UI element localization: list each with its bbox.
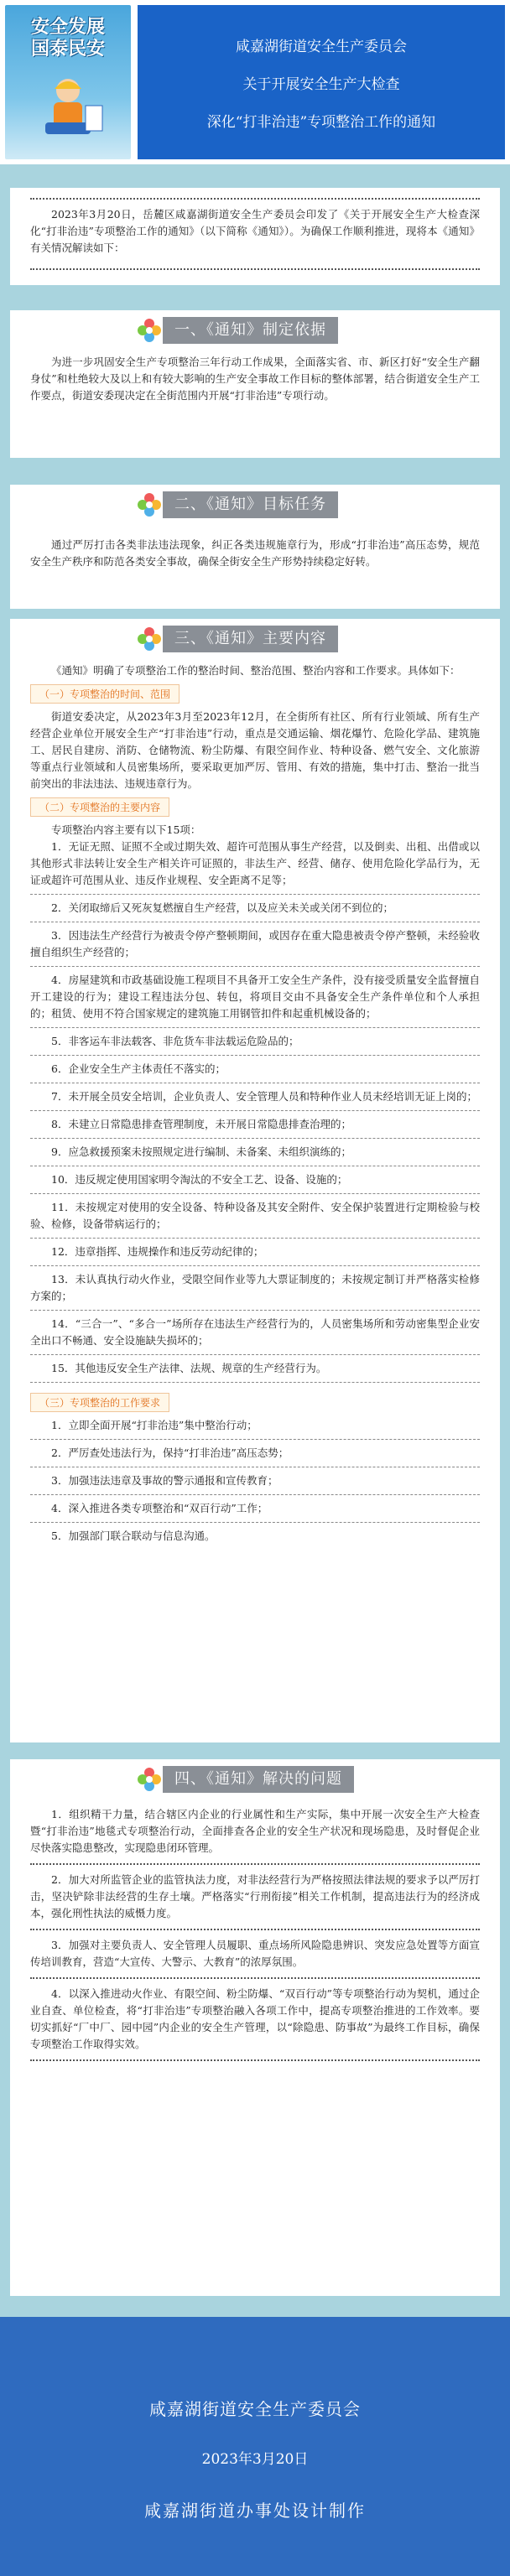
divider: [30, 1055, 480, 1056]
section4-paragraph: 2．加大对所监管企业的监管执法力度，对非法经营行为严格按照法律法规的要求予以严厉打击，坚决铲除非法经营的生存土壤。严格落实“行刑衔接”相关工作机制，提高违法行为的经济成本，强化刑性执法的威慑力度。: [30, 1873, 480, 1919]
list-item: 7．未开展全员安全培训，企业负责人、安全管理人员和特种作业人员未经培训无证上岗的；: [51, 1090, 477, 1103]
header-title-line3: 深化“打非治违”专项整治工作的通知: [206, 113, 436, 131]
divider: [30, 1494, 480, 1495]
section4-paragraph: 4．以深入推进动火作业、有限空间、粉尘防爆、“双百行动”等专项整治行动为契机，通过企业自查、单位检查，将“打非治违”专项整治融入各项工作中，提高专项整治推进的工作效率。要切实抓好“厂中厂、园中园”内企业的安全生产管理，以“除隐患、防事故”为最终工作目标，确保专项整治工作取得实效。: [30, 1987, 480, 2050]
list-item: 3．加强违法违章及事故的警示通报和宣传教育；: [51, 1474, 278, 1487]
section1-title: [136, 315, 480, 345]
divider: [30, 1310, 480, 1311]
section3-panel: [10, 619, 500, 1742]
subsection-content-intro: 专项整治内容主要有以下15项：: [51, 823, 201, 836]
banner-slogan: [5, 17, 131, 60]
list-item: 14．“三合一”、“多合一”场所存在违法生产经营行为的，人员密集场所和劳动密集型企业安全出口不畅通、安全设施缺失损坏的；: [30, 1317, 480, 1347]
header-title-line1: 咸嘉湖街道安全生产委员会: [236, 38, 407, 55]
list-item: 5．加强部门联合联动与信息沟通。: [51, 1530, 216, 1542]
list-item: 8．未建立日常隐患排查管理制度，未开展日常隐患排查治理的；: [51, 1118, 351, 1130]
section1-title-text: 一、《通知》制定依据: [163, 317, 338, 344]
list-item: 10．违反规定使用国家明令淘汰的不安全工艺、设备、设施的；: [51, 1173, 348, 1186]
section3-title: [136, 624, 480, 654]
section2-text: 通过严厉打击各类非法违法现象，纠正各类违规施章行为，形成“打非治违”高压态势，规范安全生产秩序和防范各类安全事故，确保全街安全生产形势持续稳定好转。: [30, 538, 480, 568]
divider: [30, 1193, 480, 1194]
list-item: 1．立即全面开展“打非治违”集中整治行动；: [51, 1419, 258, 1431]
subsection-content-title: （二）专项整治的主要内容: [30, 797, 169, 817]
section4-title: [136, 1764, 480, 1794]
intro-text: 2023年3月20日，岳麓区咸嘉湖街道安全生产委员会印发了《关于开展安全生产大检查深化“打非治违”专项整治工作的通知》（以下简称《通知》）。为确保工作顺利推进，现将本《通知》有关情况解读如下：: [30, 208, 480, 254]
divider: [30, 268, 480, 270]
list-item: 5．非客运车非法载客、非危货车非法载运危险品的；: [51, 1035, 299, 1047]
divider: [30, 1382, 480, 1383]
content-items-list: [10, 839, 500, 1383]
flower-icon: [136, 491, 163, 518]
divider: [30, 1863, 480, 1865]
list-item: 3．因违法生产经营行为被责令停产整顿期间，或因存在重大隐患被责令停产整顿，未经验收擅自组织生产经营的；: [30, 929, 480, 958]
subsection-requirements-title: （三）专项整治的工作要求: [30, 1393, 169, 1412]
list-item: 4．房屋建筑和市政基础设施工程项目不具备开工安全生产条件，没有接受质量安全监督擅自开工建设的行为；建设工程违法分包、转包，将项目交由不具备安全生产条件单位和个人承担的；租赁、使用不符合国家规定的建筑施工用钢管扣件和起重机械设备的；: [30, 974, 480, 1020]
divider: [30, 894, 480, 895]
intro-panel: [10, 188, 500, 285]
section4-paragraph: 1．组织精干力量，结合辖区内企业的行业属性和生产实际，集中开展一次安全生产大检查暨“打非治违”地毯式专项整治行动，全面排查各企业的安全生产状况和现场隐患，及时督促企业尽快落实隐患整改，实现隐患闭环管理。: [30, 1808, 480, 1854]
section4-paragraph: 3．加强对主要负责人、安全管理人员履职、重点场所风险隐患辨识、突发应急处置等方面宣传培训教育，营造“大宣传、大警示、大教育”的浓厚氛围。: [30, 1939, 480, 1968]
flower-icon: [136, 626, 163, 652]
divider: [30, 1110, 480, 1111]
section3-intro: 《通知》明确了专项整治工作的整治时间、整治范围、整治内容和工作要求。具体如下：: [51, 664, 461, 677]
list-item: 12．违章指挥、违规操作和违反劳动纪律的；: [51, 1245, 264, 1258]
list-item: 2．严厉查处违法行为，保持“打非治违”高压态势；: [51, 1446, 289, 1459]
footer: [0, 2317, 510, 2576]
section4-title-text: 四、《通知》解决的问题: [163, 1766, 354, 1793]
section2-title: [136, 490, 480, 520]
divider: [30, 1522, 480, 1523]
section3-title-text: 三、《通知》主要内容: [163, 626, 338, 652]
header-title-box: [138, 5, 505, 159]
divider: [30, 198, 480, 200]
list-item: 9．应急救援预案未按照规定进行编制、未备案、未组织演练的；: [51, 1145, 351, 1158]
section1-text: 为进一步巩固安全生产专项整治三年行动工作成果，全面落实省、市、新区打好“安全生产翻身仗”和杜绝较大及以上和有较大影响的生产安全事故工作目标的整体部署，结合街道安全生产工作要点，街道安委现决定在全街范围内开展“打非治违”专项行动。: [30, 356, 480, 402]
divider: [30, 1138, 480, 1139]
list-item: 2．关闭取缔后又死灰复燃擅自生产经营，以及应关未关或关闭不到位的；: [51, 901, 393, 914]
section1-panel: [10, 310, 500, 458]
list-item: 6．企业安全生产主体责任不落实的；: [51, 1062, 226, 1075]
requirements-list: [10, 1417, 500, 1545]
section4-panel: [10, 1759, 500, 2296]
divider: [30, 1238, 480, 1239]
divider: [30, 1265, 480, 1266]
header: [0, 0, 510, 164]
section2-title-text: 二、《通知》目标任务: [163, 491, 338, 518]
flower-icon: [136, 1766, 163, 1793]
divider: [30, 966, 480, 967]
divider: [30, 1439, 480, 1440]
list-item: 13．未认真执行动火作业，受限空间作业等九大票证制度的；未按规定制订并严格落实检修方案的；: [30, 1273, 480, 1302]
divider: [30, 1977, 480, 1979]
subsection-time-scope-text: 街道安委决定，从2023年3月至2023年12月，在全街所有社区、所有行业领域、所有生产经营企业单位开展安全生产“打非治违”行动，重点是交通运输、烟花爆竹、危险化学品、建筑施工、居民自建房、消防、仓储物流、粉尘防爆、有限空间作业、特种设备、燃气安全、文化旅游等重点行业领域和人员密集场所，要采取更加严厉、管用、有效的措施，集中打击、整治一批当前突出的非法违法、违规违章行为。: [30, 710, 480, 790]
safety-banner-image: [5, 5, 131, 159]
divider: [30, 1929, 480, 1930]
footer-credit: 咸嘉湖街道办事处设计制作: [144, 2501, 366, 2521]
header-title-line2: 关于开展安全生产大检查: [242, 75, 400, 93]
subsection-time-scope-title: （一）专项整治的时间、范围: [30, 684, 180, 704]
worker-illustration: [30, 72, 106, 139]
banner-slogan-line2: 国泰民安: [30, 39, 105, 60]
list-item: 11．未按规定对使用的安全设备、特种设备及其安全附件、安全保护装置进行定期检验与校验、检修，设备带病运行的；: [30, 1201, 480, 1230]
footer-date: 2023年3月20日: [201, 2451, 309, 2468]
list-item: 1．无证无照、证照不全或过期失效、超许可范围从事生产经营，以及倒卖、出租、出借或以其他形式非法转让安全生产相关许可证照的，非法生产、经营、储存、使用危险化学品行为，无证或超许可范围从业、违反作业规程、安全距离不足等；: [30, 840, 480, 886]
divider: [30, 1354, 480, 1355]
banner-slogan-line1: 安全发展: [30, 17, 105, 38]
list-item: 15．其他违反安全生产法律、法规、规章的生产经营行为。: [51, 1362, 327, 1374]
divider: [30, 2059, 480, 2061]
flower-icon: [136, 317, 163, 344]
section2-panel: [10, 485, 500, 609]
divider: [30, 1027, 480, 1028]
footer-org: 咸嘉湖街道安全生产委员会: [149, 2399, 361, 2419]
list-item: 4．深入推进各类专项整治和“双百行动”工作；: [51, 1502, 268, 1514]
